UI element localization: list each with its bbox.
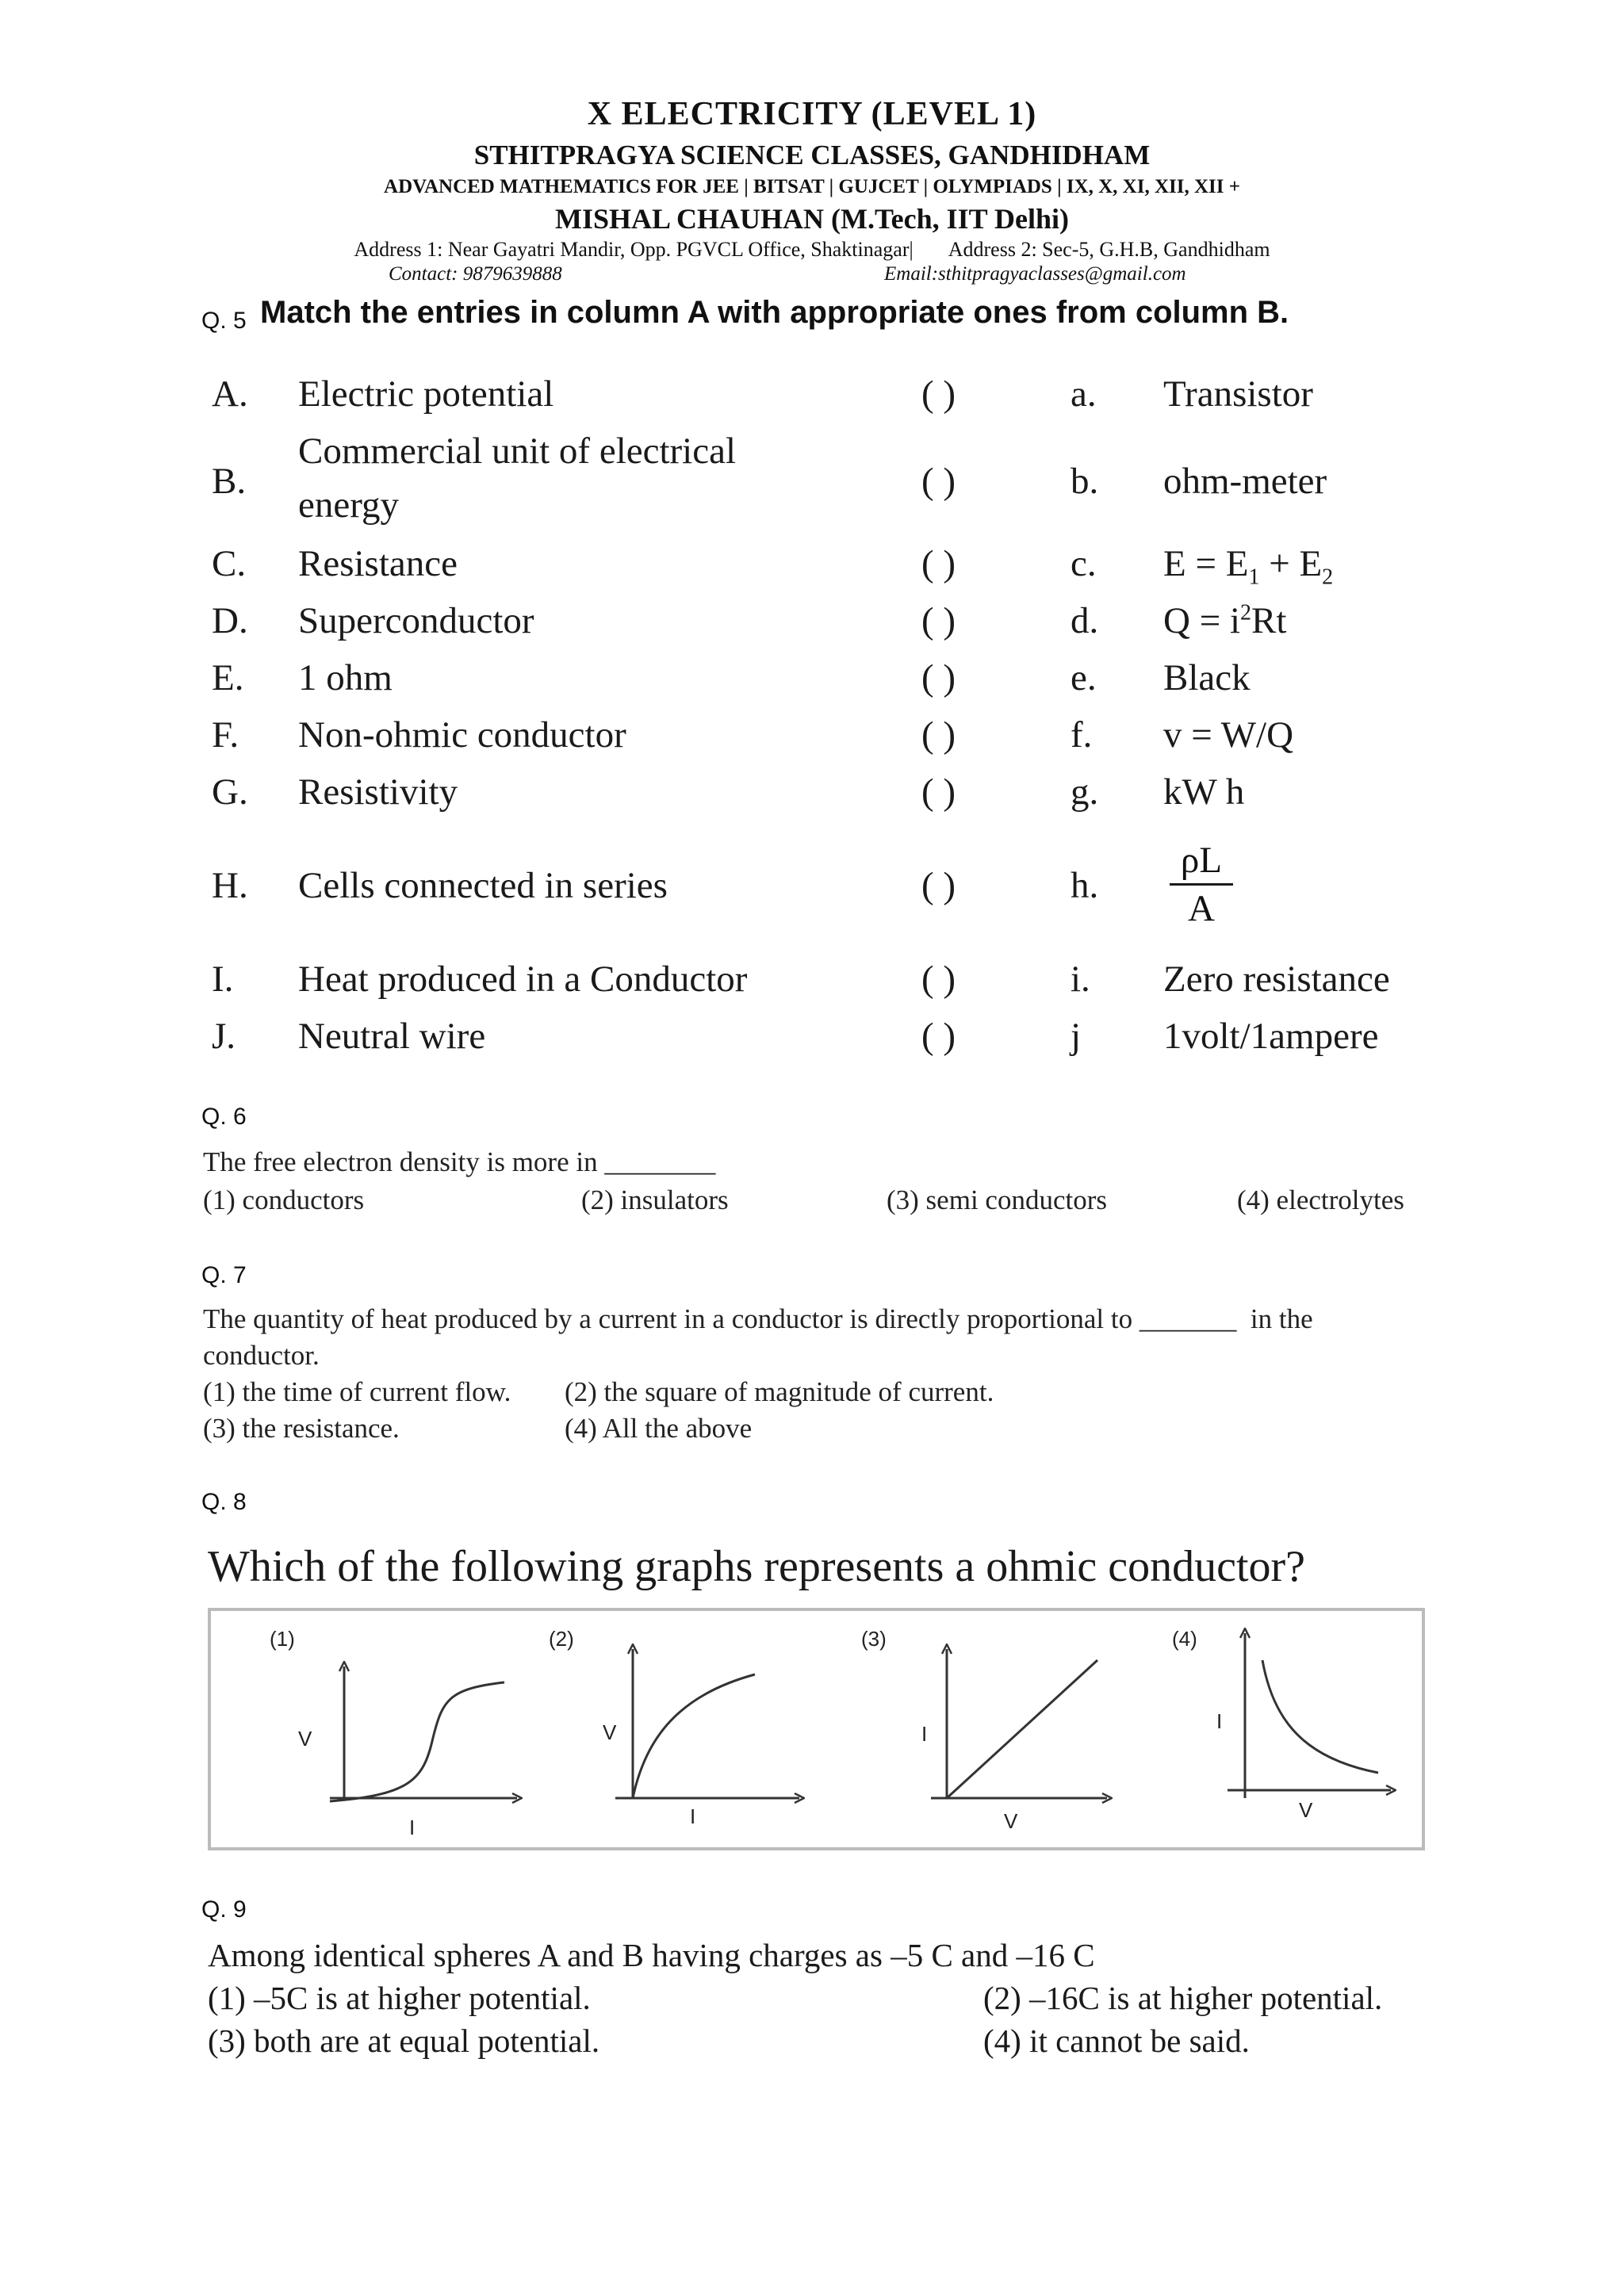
q9-option-4: (4) it cannot be said.	[983, 2022, 1250, 2059]
q9-text: Among identical spheres A and B having charges as –5 C and –16 C	[208, 1937, 1095, 1973]
column-b-entry: Black	[1163, 657, 1251, 698]
formula-denominator: A	[1188, 888, 1215, 929]
answer-blank: ( )	[921, 714, 956, 756]
graph-curve	[1262, 1660, 1378, 1773]
row-letter-b: a.	[1071, 373, 1097, 415]
answer-blank: ( )	[921, 1016, 956, 1057]
row-letter-b: j	[1071, 1016, 1082, 1057]
resistance-formula	[1170, 839, 1233, 932]
x-axis-label: V	[1299, 1798, 1313, 1822]
y-axis-label: V	[603, 1720, 617, 1744]
contact-number: Contact: 9879639888	[389, 263, 562, 285]
column-b-entry: 1volt/1ampere	[1163, 1016, 1379, 1057]
q7-option-3: (3) the resistance.	[203, 1413, 400, 1444]
page-title: X ELECTRICITY (LEVEL 1)	[587, 96, 1037, 132]
column-a-entry-cont: energy	[298, 484, 400, 526]
row-letter: H.	[212, 865, 248, 906]
graph-4	[1172, 1627, 1391, 1822]
row-letter: D.	[212, 600, 248, 641]
x-axis-label: I	[690, 1804, 696, 1828]
row-letter-b: b.	[1071, 461, 1099, 502]
column-a-entry: Cells connected in series	[298, 865, 668, 906]
row-letter-b: e.	[1071, 657, 1097, 698]
y-axis-label: I	[921, 1722, 928, 1746]
row-letter-b: d.	[1071, 600, 1099, 641]
column-b-entry: Zero resistance	[1163, 959, 1390, 1000]
answer-blank: ( )	[921, 543, 956, 584]
q6-option-1: (1) conductors	[203, 1184, 365, 1215]
teacher-name: MISHAL CHAUHAN (M.Tech, IIT Delhi)	[554, 203, 1070, 235]
q7-number: Q. 7	[201, 1262, 247, 1288]
column-a-entry: 1 ohm	[298, 657, 393, 698]
q6-option-4: (4) electrolytes	[1237, 1184, 1404, 1215]
row-letter: A.	[212, 373, 248, 415]
column-a-entry: Heat produced in a Conductor	[298, 959, 748, 1000]
answer-blank: ( )	[921, 771, 956, 813]
column-b-entry: kW h	[1163, 771, 1245, 813]
q6-option-3: (3) semi conductors	[887, 1184, 1107, 1215]
graph-2	[549, 1627, 799, 1828]
formula-numerator: ρL	[1170, 839, 1233, 886]
row-letter: I.	[212, 959, 234, 1000]
institute-name: STHITPRAGYA SCIENCE CLASSES, GANDHIDHAM	[473, 140, 1151, 170]
graph-curve	[330, 1682, 504, 1801]
row-letter-b: f.	[1071, 714, 1093, 756]
graph-label: (2)	[549, 1627, 574, 1651]
q7-option-4: (4) All the above	[565, 1413, 753, 1444]
graph-1	[270, 1627, 517, 1839]
graph-label: (3)	[861, 1627, 887, 1651]
q5-title: Match the entries in column A with appropriate ones from column B.	[260, 295, 1289, 330]
row-letter: C.	[212, 543, 247, 584]
q9-option-2: (2) –16C is at higher potential.	[983, 1980, 1383, 2016]
contact-email: Email:sthitpragyaclasses@gmail.com	[884, 263, 1186, 285]
answer-blank: ( )	[921, 657, 956, 698]
y-axis-label: V	[298, 1727, 312, 1751]
row-letter: J.	[212, 1016, 236, 1057]
graphs-panel	[208, 1608, 1425, 1850]
answer-blank: ( )	[921, 959, 956, 1000]
row-letter: F.	[212, 714, 239, 756]
column-b-entry: v = W/Q	[1163, 714, 1294, 756]
graphs-svg	[211, 1611, 1422, 1847]
x-axis-label: V	[1004, 1809, 1018, 1833]
q8-number: Q. 8	[201, 1489, 247, 1515]
y-axis-label: I	[1216, 1709, 1223, 1733]
column-a-entry: Electric potential	[298, 373, 554, 415]
column-b-entry: $Q = i^2Rt$	[1163, 600, 1287, 641]
q9-option-3: (3) both are at equal potential.	[208, 2022, 600, 2059]
column-a-entry: Neutral wire	[298, 1016, 486, 1057]
q7-text: The quantity of heat produced by a current in a conductor is directly proportional to _______ in the	[203, 1303, 1313, 1334]
graph-curve	[947, 1660, 1097, 1798]
q9-number: Q. 9	[201, 1896, 247, 1923]
q5-number: Q. 5	[201, 308, 247, 334]
graph-label: (1)	[270, 1627, 295, 1651]
q6-option-2: (2) insulators	[581, 1184, 729, 1215]
q7-option-2: (2) the square of magnitude of current.	[565, 1376, 994, 1407]
answer-blank: ( )	[921, 600, 956, 641]
column-b-entry: $E = E_1 + E_2$	[1163, 543, 1334, 590]
address-line: Address 1: Near Gayatri Mandir, Opp. PGVCL Office, Shaktinagar| Address 2: Sec-5, G.H.B, Gandhidham	[354, 238, 1270, 261]
column-b-entry: ohm-meter	[1163, 461, 1327, 502]
column-a-entry: Resistance	[298, 543, 458, 584]
q6-number: Q. 6	[201, 1104, 247, 1130]
x-axis-label: I	[409, 1816, 416, 1839]
q8-text: Which of the following graphs represents a ohmic conductor?	[208, 1542, 1306, 1591]
column-a-entry: Non-ohmic conductor	[298, 714, 626, 756]
graph-curve	[633, 1674, 755, 1798]
q6-text: The free electron density is more in ________	[203, 1146, 716, 1177]
q7-text-cont: conductor.	[203, 1340, 320, 1371]
graph-3	[861, 1627, 1107, 1833]
column-a-entry: Commercial unit of electrical	[298, 430, 737, 472]
row-letter: G.	[212, 771, 248, 813]
row-letter-b: h.	[1071, 865, 1099, 906]
courses-line: ADVANCED MATHEMATICS FOR JEE | BITSAT | GUJCET | OLYMPIADS | IX, X, XI, XII, XII +	[384, 176, 1240, 197]
answer-blank: ( )	[921, 373, 956, 415]
column-a-entry: Superconductor	[298, 600, 534, 641]
row-letter-b: g.	[1071, 771, 1099, 813]
q7-option-1: (1) the time of current flow.	[203, 1376, 511, 1407]
column-b-entry: Transistor	[1163, 373, 1313, 415]
q9-option-1: (1) –5C is at higher potential.	[208, 1980, 591, 2016]
answer-blank: ( )	[921, 865, 956, 906]
row-letter-b: i.	[1071, 959, 1090, 1000]
graph-label: (4)	[1172, 1627, 1197, 1651]
row-letter: B.	[212, 461, 247, 502]
column-a-entry: Resistivity	[298, 771, 458, 813]
row-letter-b: c.	[1071, 543, 1097, 584]
answer-blank: ( )	[921, 461, 956, 502]
row-letter: E.	[212, 657, 244, 698]
